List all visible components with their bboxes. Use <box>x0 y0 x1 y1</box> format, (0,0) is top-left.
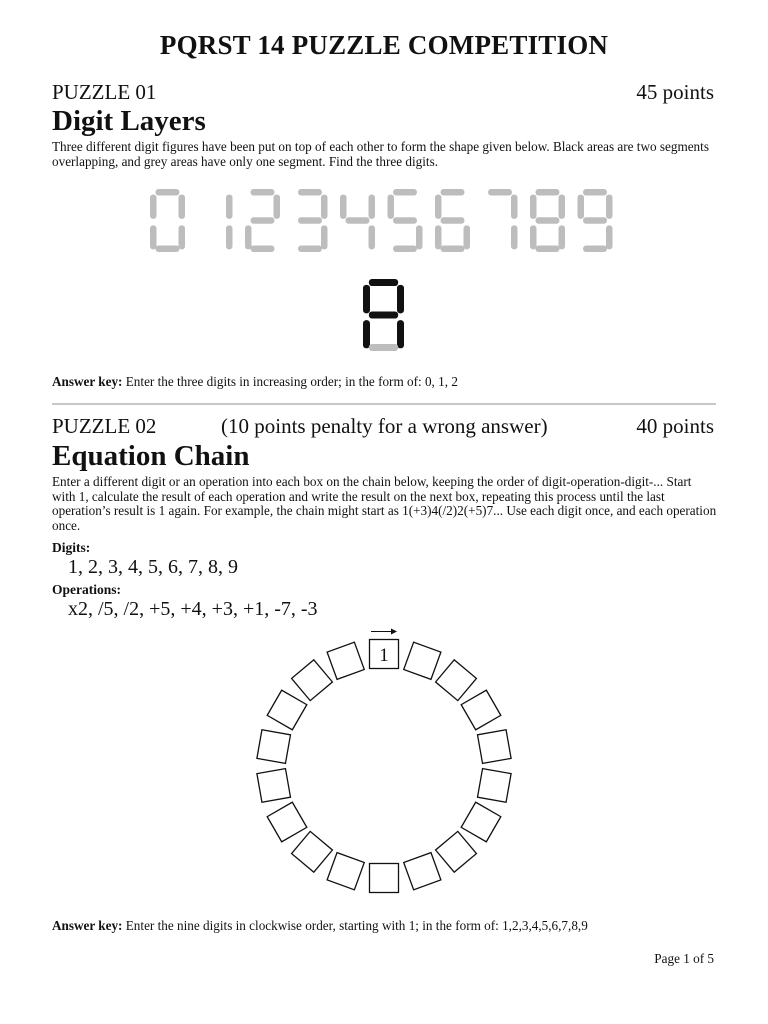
chain-box[interactable] <box>327 853 364 890</box>
chain-box[interactable] <box>404 642 441 679</box>
answer-key-label: Answer key: <box>52 918 123 933</box>
puzzle-02-label: PUZZLE 02 <box>52 414 157 438</box>
page-title: PQRST 14 PUZZLE COMPETITION <box>159 30 609 60</box>
digits-list: 1, 2, 3, 4, 5, 6, 7, 8, 9 <box>68 556 238 578</box>
puzzle-02-penalty: (10 points penalty for a wrong answer) <box>221 414 548 438</box>
chain-box[interactable] <box>478 730 512 764</box>
chain-box[interactable] <box>267 690 307 730</box>
chain-box[interactable] <box>327 642 364 679</box>
operations-label: Operations: <box>52 582 121 597</box>
operations-list: x2, /5, /2, +5, +4, +3, +1, -7, -3 <box>68 598 318 620</box>
chain-start-value: 1 <box>379 645 389 666</box>
puzzle-02-description: Enter a different digit or an operation into each box on the chain below, keeping the order of digit-operation-digit-... Start with 1, calculate the result of each operation and write the result on the next box, repeating this process until the last operation’s result is 1 again. For example, the chain might start as 1(+3)4(/2)2(+5)7... Use each digit once, and each operation once. <box>52 474 717 533</box>
puzzle-02-answer-key <box>52 918 588 934</box>
chain-box[interactable] <box>478 769 512 803</box>
chain-box[interactable] <box>267 802 307 842</box>
puzzle-01-title: Digit Layers <box>52 105 206 137</box>
chain-box[interactable] <box>436 660 477 701</box>
page-number: Page 1 of 5 <box>654 951 714 966</box>
clockwise-arrow-icon <box>371 629 397 635</box>
digits-label: Digits: <box>52 540 91 555</box>
chain-box[interactable] <box>436 831 477 872</box>
chain-box[interactable] <box>292 660 333 701</box>
puzzle-01-description: Three different digit figures have been put on top of each other to form the shape given below. Black areas are two segments overlapping, and grey areas have only one segment. Find the three digits. <box>52 139 709 169</box>
puzzle-01-label: PUZZLE 01 <box>52 80 157 104</box>
chain-box[interactable] <box>292 831 333 872</box>
chain-box[interactable] <box>370 864 399 893</box>
puzzle-02-points: 40 points <box>636 414 714 438</box>
puzzle-02-title: Equation Chain <box>52 440 250 472</box>
chain-box[interactable] <box>461 802 501 842</box>
chain-start-box <box>370 640 399 669</box>
puzzle-01-points: 45 points <box>636 80 714 104</box>
answer-key-label: Answer key: <box>52 374 123 389</box>
answer-key-text: Enter the nine digits in clockwise order, starting with 1; in the form of: 1,2,3,4,5,6,7,8,9 <box>125 918 588 933</box>
answer-key-text: Enter the three digits in increasing order; in the form of: 0, 1, 2 <box>125 374 458 389</box>
chain-box[interactable] <box>404 853 441 890</box>
chain-box[interactable] <box>461 690 501 730</box>
chain-box[interactable] <box>257 730 291 764</box>
chain-box[interactable] <box>257 769 291 803</box>
